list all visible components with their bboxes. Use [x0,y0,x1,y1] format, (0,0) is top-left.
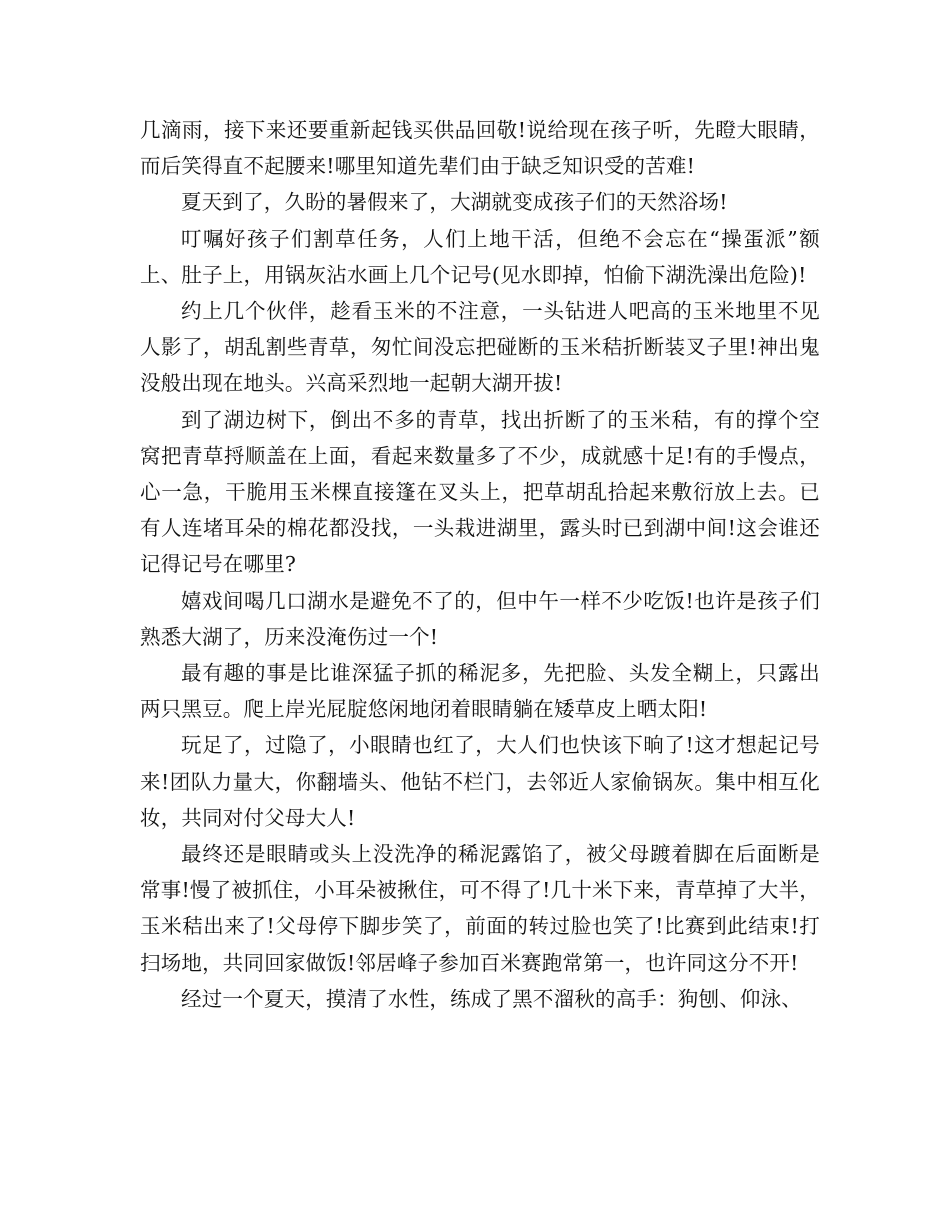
document-page [140,112,820,1017]
paragraph-3: 叮嘱好孩子们割草任务，人们上地干活，但绝不会忘在“操蛋派”额上、肚子上，用锅灰沾水画上几个记号(见水即掉，怕偷下湖洗澡出危险)! [140,226,820,287]
paragraph-1: 几滴雨，接下来还要重新起钱买供品回敬!说给现在孩子听，先瞪大眼睛，而后笑得直不起腰来!哪里知道先辈们由于缺乏知识受的苦难! [140,118,820,179]
paragraph-10: 经过一个夏天，摸清了水性，练成了黑不溜秋的高手：狗刨、仰泳、 [181,986,802,1011]
paragraph-2: 夏天到了，久盼的暑假来了，大湖就变成孩子们的天然浴场! [181,190,728,215]
paragraph-4: 约上几个伙伴，趁看玉米的不注意，一头钻进人吧高的玉米地里不见人影了，胡乱割些青草，匆忙间没忘把碰断的玉米秸折断装叉子里!神出鬼没般出现在地头。兴高采烈地一起朝大湖开拔! [140,299,820,396]
paragraph-9: 最终还是眼睛或头上没洗净的稀泥露馅了，被父母踱着脚在后面断是常事!慢了被抓住，小耳朵被揪住，可不得了!几十米下来，青草掉了大半，玉米秸出来了!父母停下脚步笑了，前面的转过脸也笑了!比赛到此结束!打扫场地，共同回家做饭!邻居峰子参加百米赛跑常第一，也许同这分不开! [140,842,820,975]
paragraph-7: 最有趣的事是比谁深猛子抓的稀泥多，先把脸、头发全糊上，只露出两只黑豆。爬上岸光屁腚悠闲地闭着眼睛躺在矮草皮上晒太阳! [140,661,820,722]
paragraph-8: 玩足了，过隐了，小眼睛也红了，大人们也快该下晌了!这才想起记号来!团队力量大，你翻墙头、他钻不栏门，去邻近人家偷锅灰。集中相互化妆，共同对付父母大人! [140,733,820,830]
paragraph-5: 到了湖边树下，倒出不多的青草，找出折断了的玉米秸，有的撑个空窝把青草捋顺盖在上面，看起来数量多了不少，成就感十足!有的手慢点，心一急，干脆用玉米棵直接篷在叉头上，把草胡乱拾起来敷衍放上去。已有人连堵耳朵的棉花都没找，一头栽进湖里，露头时已到湖中间!这会谁还记得记号在哪里? [140,407,820,577]
paragraph-6: 嬉戏间喝几口湖水是避免不了的，但中午一样不少吃饭!也许是孩子们熟悉大湖了，历来没淹伤过一个! [140,588,820,649]
